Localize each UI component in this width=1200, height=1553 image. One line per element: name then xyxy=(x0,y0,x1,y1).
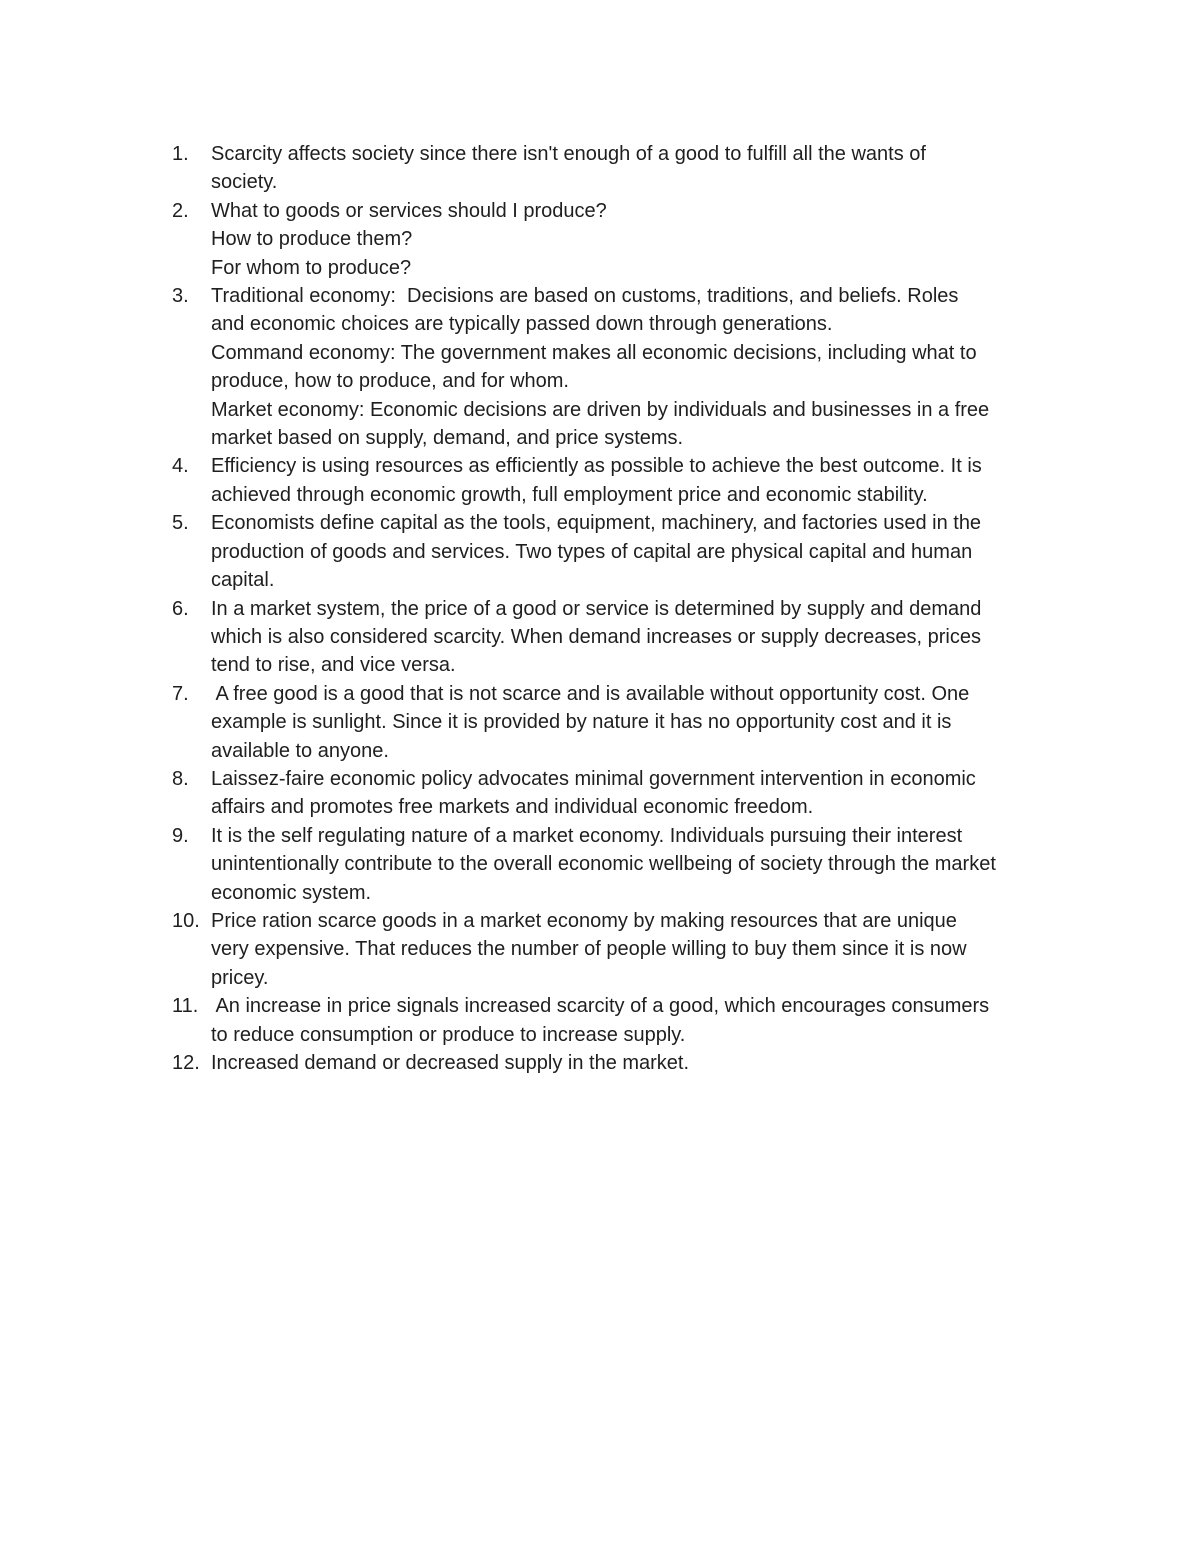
list-item xyxy=(172,1049,1072,1077)
item-number: 7. xyxy=(172,682,189,705)
item-text-line: tend to rise, and vice versa. xyxy=(211,654,456,677)
item-text-line: In a market system, the price of a good or service is determined by supply and demand xyxy=(211,597,982,620)
list-item xyxy=(172,595,1072,680)
item-number: 9. xyxy=(172,824,189,847)
item-number: 4. xyxy=(172,455,189,478)
list-item xyxy=(172,509,1072,594)
item-text-line: Increased demand or decreased supply in the market. xyxy=(211,1052,690,1074)
item-text-line: A free good is a good that is not scarce and is available without opportunity cost. One xyxy=(211,682,970,705)
item-text-line: Scarcity affects society since there isn't enough of a good to fulfill all the wants of xyxy=(211,143,926,165)
item-number: 3. xyxy=(172,285,189,308)
item-number: 12. xyxy=(172,1052,200,1074)
item-text-line: Economists define capital as the tools, equipment, machinery, and factories used in the xyxy=(211,512,982,535)
item-text-line: Command economy: The government makes all economic decisions, including what to xyxy=(211,341,977,364)
item-text-line: For whom to produce? xyxy=(211,256,412,279)
item-text-line: pricey. xyxy=(211,966,269,989)
list-item xyxy=(172,907,1072,992)
item-text-line: capital. xyxy=(211,569,275,592)
item-text-line: affairs and promotes free markets and individual economic freedom. xyxy=(211,796,814,819)
item-number: 6. xyxy=(172,597,189,620)
item-text-line: Price ration scarce goods in a market economy by making resources that are unique xyxy=(211,909,957,932)
item-text-line: achieved through economic growth, full employment price and economic stability. xyxy=(211,483,928,506)
list-item xyxy=(172,680,1072,765)
item-number: 2. xyxy=(172,199,189,222)
item-number: 1. xyxy=(172,143,189,165)
item-text-line: An increase in price signals increased scarcity of a good, which encourages consumers xyxy=(211,995,990,1018)
item-text-line: market based on supply, demand, and price systems. xyxy=(211,427,684,450)
item-number: 10. xyxy=(172,909,200,932)
list-item xyxy=(172,452,1072,509)
item-text-line: What to goods or services should I produce? xyxy=(211,199,607,222)
item-text-line: which is also considered scarcity. When demand increases or supply decreases, prices xyxy=(211,625,981,648)
item-text-line: It is the self regulating nature of a market economy. Individuals pursuing their interest xyxy=(211,824,963,847)
item-number: 5. xyxy=(172,512,189,535)
item-text-line: Efficiency is using resources as efficiently as possible to achieve the best outcome. It is xyxy=(211,455,982,478)
list-item xyxy=(172,197,1072,282)
item-number: 8. xyxy=(172,767,189,790)
item-text-line: and economic choices are typically passed down through generations. xyxy=(211,313,833,336)
item-text-line: society. xyxy=(211,171,278,194)
item-text-line: Market economy: Economic decisions are driven by individuals and businesses in a free xyxy=(211,398,990,421)
item-text-line: unintentionally contribute to the overall economic wellbeing of society through the market xyxy=(211,853,996,876)
item-text-line: available to anyone. xyxy=(211,739,389,762)
numbered-answer-list xyxy=(172,140,1072,1077)
item-text-line: Laissez-faire economic policy advocates minimal government intervention in economic xyxy=(211,767,976,790)
list-item xyxy=(172,992,1072,1049)
item-text-line: production of goods and services. Two types of capital are physical capital and human xyxy=(211,540,973,563)
item-text-line: Traditional economy: Decisions are based on customs, traditions, and beliefs. Roles xyxy=(211,285,959,308)
list-item xyxy=(172,282,1072,452)
item-text-line: to reduce consumption or produce to increase supply. xyxy=(211,1023,686,1046)
list-item xyxy=(172,140,1072,197)
item-text-line: very expensive. That reduces the number of people willing to buy them since it is now xyxy=(211,938,967,961)
item-text-line: example is sunlight. Since it is provided by nature it has no opportunity cost and it is xyxy=(211,711,952,734)
item-text-line: How to produce them? xyxy=(211,228,413,251)
item-text-line: economic system. xyxy=(211,881,372,904)
item-number: 11. xyxy=(172,995,199,1018)
item-text-line: produce, how to produce, and for whom. xyxy=(211,370,569,393)
list-item xyxy=(172,822,1072,907)
list-item xyxy=(172,765,1072,822)
